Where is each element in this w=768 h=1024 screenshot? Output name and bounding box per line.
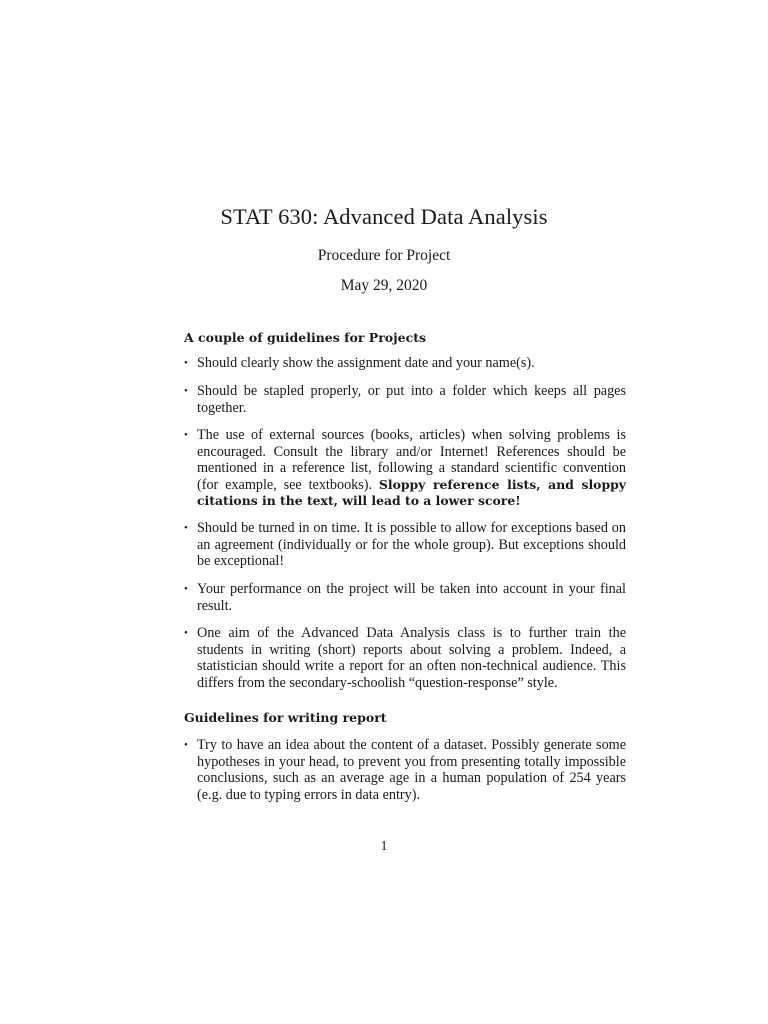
guidelines-projects-list-2 — [184, 383, 626, 416]
list-item-text: Your performance on the project will be taken into account in your final result. — [197, 581, 626, 614]
list-item-bold-text: Sloppy reference lists, and sloppy citations in the text, will lead to a lower score! — [197, 476, 626, 508]
writing-report-list — [184, 737, 626, 803]
bullet-icon: • — [184, 357, 188, 369]
list-item-text: Should be turned in on time. It is possible to allow for exceptions based on an agreement (individually or for the whole group). But exceptions should be exceptional! — [197, 520, 626, 569]
list-item — [184, 383, 626, 416]
document-date: May 29, 2020 — [340, 277, 428, 294]
guidelines-projects-list — [184, 355, 626, 372]
list-item-text: Try to have an idea about the content of a dataset. Possibly generate some hypotheses in your head, to prevent you from presenting totally impossible conclusions, such as an average age in a human population of 254 years (e.g. due to typing errors in data entry). — [197, 737, 626, 803]
guidelines-projects-list-4 — [184, 520, 626, 570]
guidelines-projects-list-6 — [184, 625, 626, 691]
list-item — [184, 581, 626, 614]
page-number: 1 — [380, 839, 388, 854]
document-subtitle: Procedure for Project — [317, 247, 451, 264]
list-item-text: The use of external sources (books, articles) when solving problems is encouraged. Consult the library and/or Internet! References should be mentioned in a reference list, following a standard scientific convention (for example, see textbooks). — [197, 427, 626, 493]
guidelines-projects-list-5 — [184, 581, 626, 614]
bullet-icon: • — [184, 385, 188, 397]
section-heading-writing-report: Guidelines for writing report — [184, 710, 387, 725]
list-item-text: One aim of the Advanced Data Analysis class is to further train the students in writing (short) reports about solving a problem. Indeed, a statistician should write a report for an often non-technical audience. This differs from the secondary-schoolish “question-response” style. — [197, 625, 626, 691]
list-item — [184, 625, 626, 691]
list-item — [184, 427, 626, 510]
bullet-icon: • — [184, 583, 188, 595]
section-heading-guidelines-projects: A couple of guidelines for Projects — [184, 330, 427, 345]
bullet-icon: • — [184, 627, 188, 639]
list-item-text: Should clearly show the assignment date and your name(s). — [197, 355, 535, 371]
bullet-icon: • — [184, 429, 188, 441]
list-item — [184, 520, 626, 570]
document-title: STAT 630: Advanced Data Analysis — [220, 204, 548, 229]
list-item-text: Should be stapled properly, or put into a folder which keeps all pages together. — [197, 383, 626, 416]
list-item — [184, 355, 626, 372]
guidelines-projects-list-3 — [184, 427, 626, 510]
bullet-icon: • — [184, 522, 188, 534]
bullet-icon: • — [184, 739, 188, 751]
list-item — [184, 737, 626, 803]
